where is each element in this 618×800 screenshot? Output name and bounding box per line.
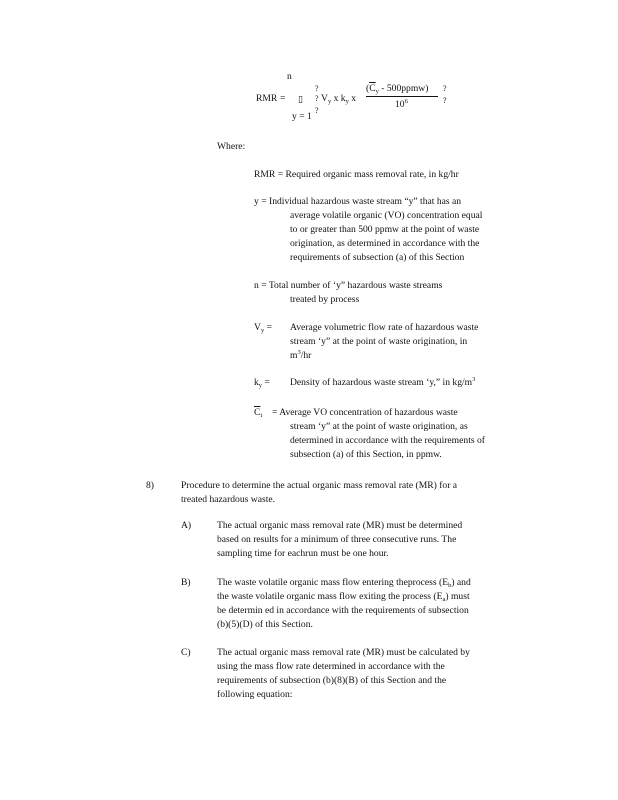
formula-q-mark: ? — [315, 94, 319, 103]
formula-numerator: ($\overline{C}_y$ - 500ppmw) — [366, 83, 429, 95]
definition-vy-symbol: $V_y$ = — [254, 322, 273, 334]
subsection-line: requirements of subsection (b)(8)(B) of this Section and the — [217, 675, 447, 686]
definition-vy-line: $m^3/hr$ — [290, 349, 312, 361]
summation-icon: ▯ — [298, 94, 303, 104]
subsection-line: using the mass flow rate determined in accordance with the — [217, 661, 445, 672]
definition-vy-line: stream ‘y” at the point of waste origination, in — [290, 336, 468, 347]
subsection-line: The actual organic mass removal rate (MR) must be calculated by — [217, 647, 470, 658]
definition-cy-line: = Average VO concentration of hazardous waste — [272, 407, 458, 418]
subsection-label: C) — [181, 647, 191, 658]
formula-body: $V_y$ x $k_y$ x — [321, 93, 357, 105]
definition-y-line: average volatile organic (VO) concentration equal — [290, 210, 483, 221]
sum-lower-limit: y = 1 — [292, 111, 312, 122]
formula-denominator: $10^6$ — [395, 98, 408, 110]
subsection-line: be determin ed in accordance with the requirements of subsection — [217, 605, 469, 616]
section-number: 8) — [146, 480, 154, 491]
sum-upper-limit: n — [287, 71, 292, 82]
subsection-line: (b)(5)(D) of this Section. — [217, 619, 313, 630]
fraction-bar — [366, 96, 438, 97]
definition-cy-line: stream ‘y” at the point of waste origination, as — [290, 421, 468, 432]
formula-q-mark: ? — [443, 96, 447, 105]
definition-cy-line: subsection (a) of this Section, in ppmw. — [290, 449, 442, 460]
definition-y-line: requirements of subsection (a) of this Section — [290, 252, 465, 263]
definition-n-line: treated by process — [290, 294, 360, 305]
subsection-line: The waste volatile organic mass flow entering theprocess $(E_b)$ and — [217, 577, 471, 589]
definition-cy-line: determined in accordance with the requirements of — [290, 435, 485, 446]
formula-q-mark: ? — [315, 84, 319, 93]
formula-lhs: RMR — [256, 93, 278, 104]
subsection-line: sampling time for eachrun must be one hour. — [217, 548, 389, 559]
definition-cy-symbol: $\overline{C}_i$ — [254, 407, 263, 419]
subsection-line: following equation: — [217, 689, 293, 700]
formula-q-mark: ? — [443, 84, 447, 93]
definition-y-line: origination, as determined in accordance with the — [290, 238, 480, 249]
definition-ky-line: Density of hazardous waste stream ‘y,” in $kg/m^3$ — [290, 376, 476, 388]
subsection-line: the waste volatile organic mass flow exiting the process $(E_a)$ must — [217, 591, 470, 603]
definition-y-line: y = Individual hazardous waste stream “y” that has an — [254, 196, 462, 207]
subsection-label: A) — [181, 520, 192, 531]
formula-equals: = — [280, 93, 286, 104]
definition-ky-symbol: $k_y$ = — [254, 377, 270, 389]
where-label: Where: — [217, 141, 246, 152]
subsection-label: B) — [181, 577, 191, 588]
definition-rmr: RMR = Required organic mass removal rate, in kg/hr — [254, 169, 459, 180]
formula-q-mark: ? — [315, 106, 319, 115]
definition-n-line: n = Total number of ‘y” hazardous waste streams — [254, 280, 443, 291]
definition-y-line: to or greater than 500 ppmw at the point of waste — [290, 224, 480, 235]
definition-vy-line: Average volumetric flow rate of hazardous waste — [290, 322, 479, 333]
section-heading-line: treated hazardous waste. — [181, 494, 276, 505]
section-heading-line: Procedure to determine the actual organic mass removal rate (MR) for a — [181, 480, 458, 491]
subsection-line: based on results for a minimum of three consecutive runs. The — [217, 534, 457, 545]
subsection-line: The actual organic mass removal rate (MR) must be determined — [217, 520, 463, 531]
